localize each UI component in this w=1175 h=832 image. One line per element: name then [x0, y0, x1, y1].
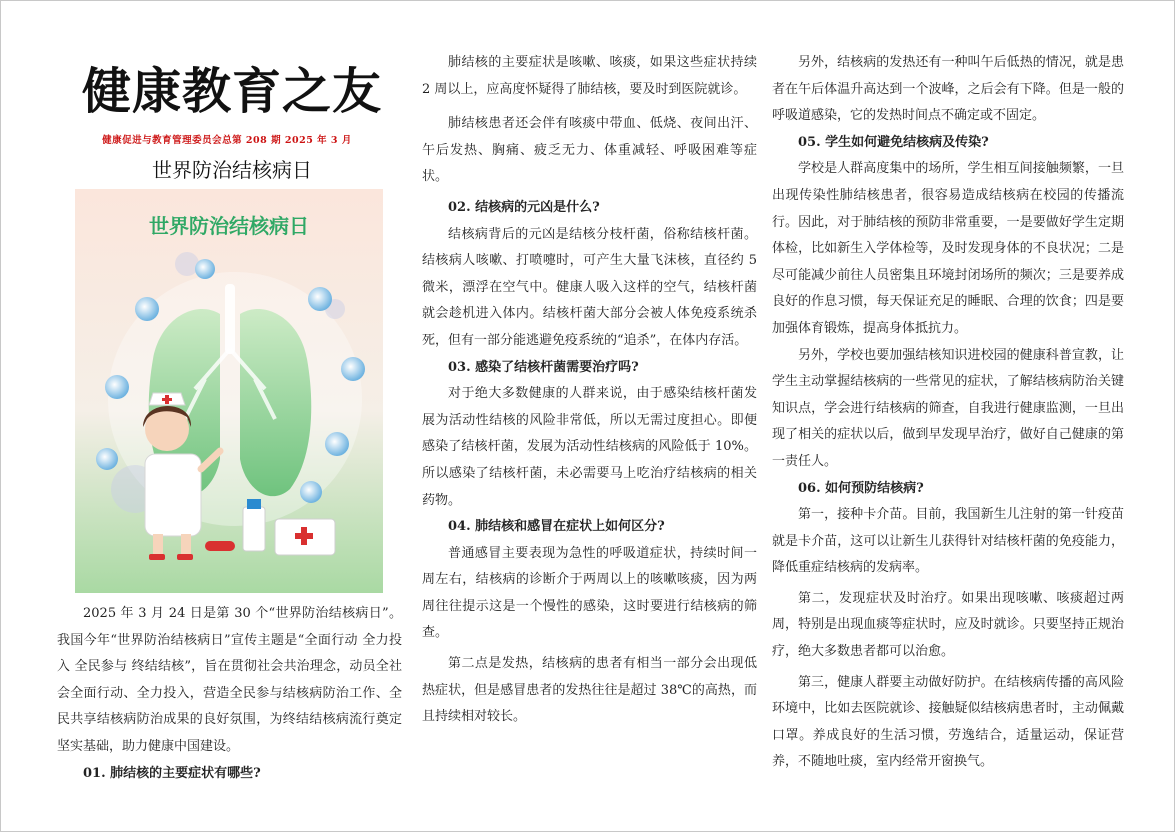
paragraph: 肺结核患者还会伴有咳痰中带血、低烧、夜间出汗、午后发热、胸痛、疲乏无力、体重减轻、呼吸困难等症状。	[422, 116, 757, 185]
paragraph: 第二，发现症状及时治疗。如果出现咳嗽、咳痰超过两周，特别是出现血痰等症状时，应及时就诊。只要坚持正规治疗，绝大多数患者都可以治愈。	[772, 590, 1124, 660]
issue-line: 健康促进与教育管理委员会总第 208 期 2025 年 3 月	[102, 135, 352, 146]
paragraph: 另外，结核病的发热还有一种叫午后低热的情况，就是患者在午后体温升高达到一个波峰，之后会有下降。但是一般的呼吸道感染，它的发热时间点不确定或不固定。	[772, 55, 1124, 124]
column-left	[57, 60, 402, 787]
paragraph: 对于绝大多数健康的人群来说，由于感染结核杆菌发展为活动性结核的风险非常低，所以无需过度担心。即便感染了结核杆菌，发展为活动性结核病的风险低于 10%。所以感染了结核杆菌，未必需要马上吃治疗结核病的相关药物。	[422, 386, 757, 508]
question-heading-03: 03. 感染了结核杆菌需要治疗吗?	[448, 359, 639, 375]
column-right	[772, 50, 1124, 776]
question-heading-01: 01. 肺结核的主要症状有哪些?	[83, 765, 261, 781]
paragraph: 第二点是发热，结核病的患者有相当一部分会出现低热症状，但是感冒患者的发热往往是超过 38℃的高热，而且持续相对较长。	[422, 656, 757, 725]
poster-svg	[75, 189, 383, 593]
paragraph: 第一，接种卡介苗。目前，我国新生儿注射的第一针疫苗就是卡介苗，这可以让新生儿获得针对结核杆菌的免疫能力，降低重症结核病的发病率。	[772, 507, 1124, 576]
question-heading-05: 05. 学生如何避免结核病及传染?	[798, 134, 989, 150]
poster-inner-title: 世界防治结核病日	[149, 214, 309, 238]
question-heading-06: 06. 如何预防结核病?	[798, 480, 924, 496]
paragraph: 第三，健康人群要主动做好防护。在结核病传播的高风险环境中，比如去医院就诊、接触疑似结核病患者时，主动佩戴口罩。养成良好的生活习惯，劳逸结合，适量运动，保证营养，不随地吐痰，室内经常开窗换气。	[772, 674, 1124, 770]
paragraph: 结核病背后的元凶是结核分枝杆菌，俗称结核杆菌。结核病人咳嗽、打喷嚏时，可产生大量飞沫核，直径约 5 微米，漂浮在空气中。健康人吸入这样的空气，结核杆菌就会趁机进入体内。结核杆菌大部分会被人体免疫系统杀死，但有一部分能逃避免疫系统的“追杀”，在体内存活。	[422, 226, 757, 348]
poster-heading: 世界防治结核病日	[152, 158, 312, 182]
question-heading-04: 04. 肺结核和感冒在症状上如何区分?	[448, 519, 665, 535]
paragraph: 另外，学校也要加强结核知识进校园的健康科普宣教，让学生主动掌握结核病的一些常见的症状，了解结核病防治关键知识点，学会进行结核病的筛查，自我进行健康监测，一旦出现了相关的症状以后，做到早发现早治疗，做好自己健康的第一责任人。	[772, 347, 1124, 469]
column-middle	[422, 50, 757, 731]
poster-illustration	[75, 189, 383, 593]
paragraph: 学校是人群高度集中的场所，学生相互间接触频繁，一旦出现传染性肺结核患者，很容易造成结核病在校园的传播流行。因此，对于肺结核的预防非常重要，一是要做好学生定期体检，比如新生入学体检等，及时发现身体的不良状况；二是尽可能减少前往人员密集且环境封闭场所的频次；三是要养成良好的作息习惯，每天保证充足的睡眠、合理的饮食；四是要加强体育锻炼，提高身体抵抗力。	[772, 161, 1124, 336]
question-heading-02: 02. 结核病的元凶是什么?	[448, 199, 600, 215]
masthead-title: 健康教育之友	[81, 62, 382, 120]
paragraph: 肺结核的主要症状是咳嗽、咳痰，如果这些症状持续 2 周以上，应高度怀疑得了肺结核，要及时到医院就诊。	[422, 55, 757, 97]
paragraph: 普通感冒主要表现为急性的呼吸道症状，持续时间一周左右，结核病的诊断介于两周以上的咳嗽咳痰，因为两周往往提示这是一个慢性的感染，这时要进行结核病的筛查。	[422, 545, 757, 641]
intro-paragraph: 2025 年 3 月 24 日是第 30 个“世界防治结核病日”。我国今年“世界防治结核病日”宣传主题是“全面行动 全力投入 全民参与 终结结核”，旨在贯彻社会共治理念，动员全社会全面行动、全力投入，营造全民参与结核病防治工作、全民共享结核病防治成果的良好氛围，为终结结核病流行奠定坚实基础，助力健康中国建设。	[57, 606, 402, 754]
